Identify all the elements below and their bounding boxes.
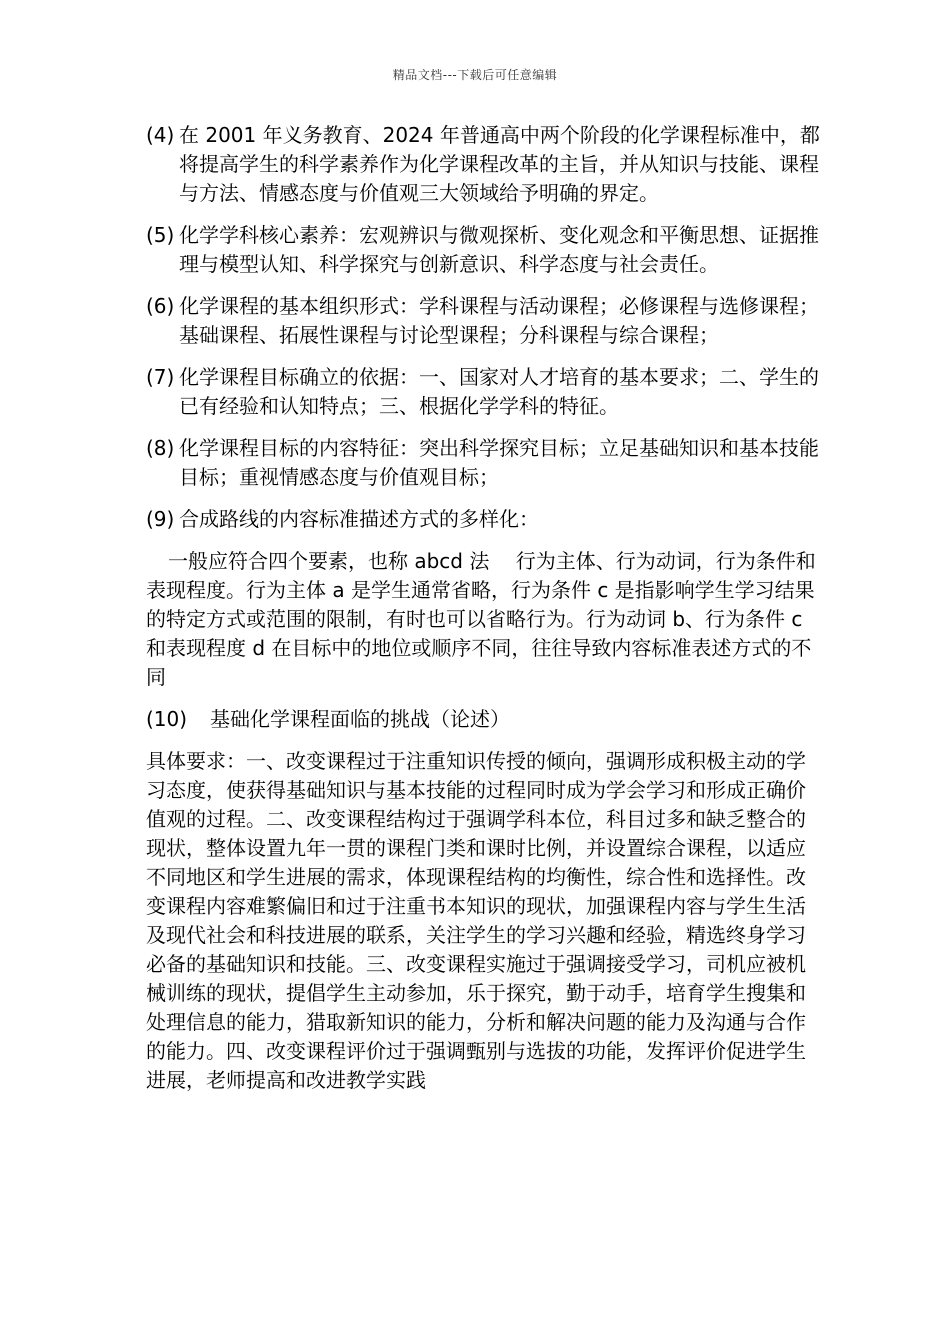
heading-text: 基础化学课程面临的挑战（论述） (210, 707, 510, 731)
item-text: 化学课程的基本组织形式：学科课程与活动课程；必修课程与选修课程；基础课程、拓展性课程与讨论型课程；分科课程与综合课程； (179, 294, 819, 347)
item-text: 化学课程目标确立的依据：一、国家对人才培育的基本要求；二、学生的已有经验和认知特点；三、根据化学学科的特征。 (179, 365, 819, 418)
item-text: 化学课程目标的内容特征：突出科学探究目标；立足基础知识和基本技能目标；重视情感态度与价值观目标； (179, 436, 819, 489)
list-item-9 (146, 505, 822, 534)
list-item-6 (146, 292, 822, 350)
item-number: (4) (146, 123, 175, 147)
section-heading-10 (146, 705, 822, 734)
requirements-paragraph: 具体要求：一、改变课程过于注重知识传授的倾向，强调形成积极主动的学习态度，使获得基础知识与基本技能的过程同时成为学会学习和形成正确价值观的过程。二、改变课程结构过于强调学科本位，科目过多和缺乏整合的现状，整体设置九年一贯的课程门类和课时比例，并设置综合课程，以适应不同地区和学生进展的需求，体现课程结构的均衡性，综合性和选择性。改变课程内容难繁偏旧和过于注重书本知识的现状，加强课程内容与学生生活及现代社会和科技进展的联系，关注学生的学习兴趣和经验，精选终身学习必备的基础知识和技能。三、改变课程实施过于强调接受学习，司机应被机械训练的现状，提倡学生主动参加，乐于探究，勤于动手，培育学生搜集和处理信息的能力，猎取新知识的能力，分析和解决问题的能力及沟通与合作的能力。四、改变课程评价过于强调甄别与选拔的功能，发挥评价促进学生进展，老师提高和改进教学实践 (146, 749, 806, 1092)
list-item-4 (146, 121, 822, 208)
list-item-8 (146, 434, 822, 492)
document-body (146, 121, 822, 1108)
item-number: (8) (146, 436, 175, 460)
item-text: 合成路线的内容标准描述方式的多样化： (179, 507, 539, 531)
heading-number: (10) (146, 707, 188, 731)
item-text: 化学学科核心素养：宏观辨识与微观探析、变化观念和平衡思想、证据推理与模型认知、科学探究与创新意识、科学态度与社会责任。 (179, 223, 819, 276)
list-item-7 (146, 363, 822, 421)
list-item-5 (146, 221, 822, 279)
item-number: (9) (146, 507, 175, 531)
item-number: (5) (146, 223, 175, 247)
item-number: (6) (146, 294, 175, 318)
abcd-paragraph: 一般应符合四个要素，也称 abcd 法 行为主体、行为动词，行为条件和表现程度。行为主体 a 是学生通常省略，行为条件 c 是指影响学生学习结果的特定方式或范围的限制，有时也可以省略行为。行为动词 b、行为条件 c 和表现程度 d 在目标中的地位或顺序不同，往往导致内容标准表述方式的不同 (146, 549, 816, 689)
item-text: 在 2001 年义务教育、2024 年普通高中两个阶段的化学课程标准中，都将提高学生的科学素养作为化学课程改革的主旨，并从知识与技能、课程与方法、情感态度与价值观三大领域给予明确的界定。 (179, 123, 820, 205)
page-header: 精品文档---下载后可任意编辑 (392, 68, 558, 82)
item-number: (7) (146, 365, 175, 389)
